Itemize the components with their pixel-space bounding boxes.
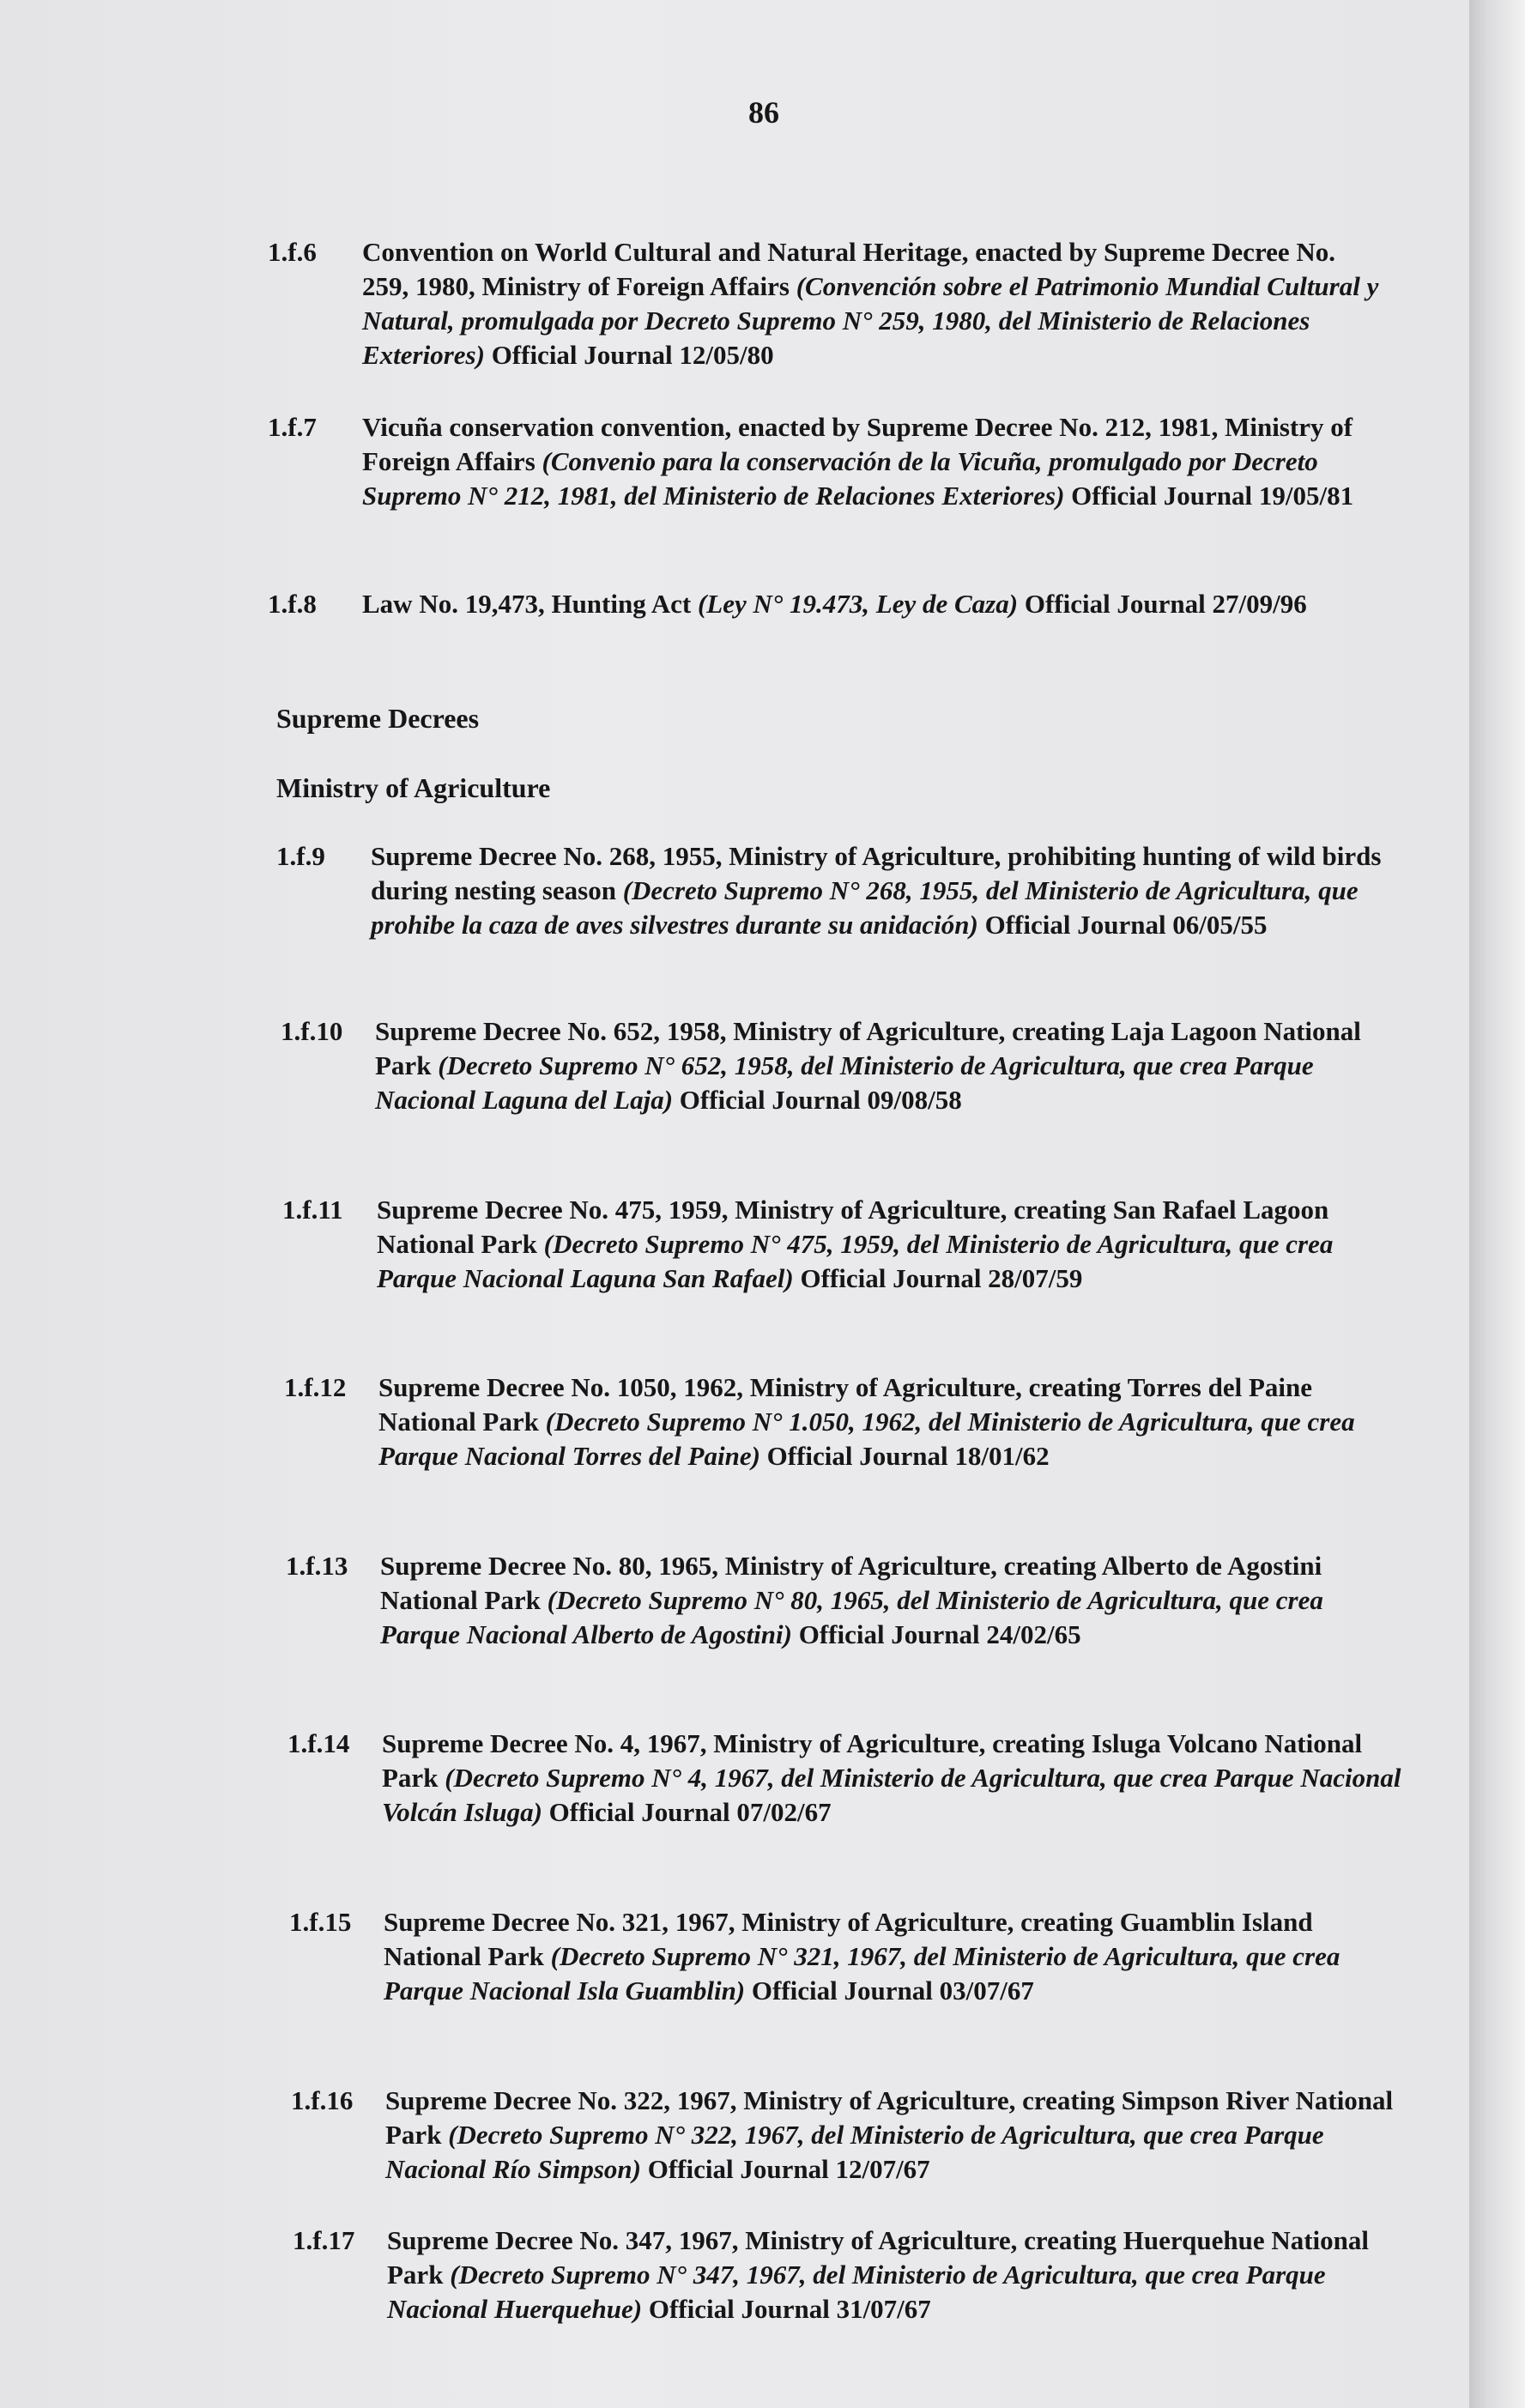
entry-spanish: (Decreto Supremo N° 347, 1967, del Ministerio de Agricultura, que crea Parque Nacional Huerquehue) [387, 2260, 1326, 2324]
page-number: 86 [748, 95, 779, 130]
entry-journal: Official Journal 12/05/80 [491, 340, 774, 370]
entry-spanish: (Convención sobre el Patrimonio Mundial Cultural y Natural, promulgada por Decreto Supremo N° 259, 1980, del Ministerio de Relaciones Exteriores) [362, 271, 1379, 370]
entry-text: Supreme Decree No. 321, 1967, Ministry of Agriculture, creating Guamblin Island National Park [384, 1907, 1313, 1971]
entry-code: 1.f.6 [268, 237, 317, 267]
entry-code: 1.f.16 [291, 2085, 354, 2115]
entry-body [362, 235, 1383, 372]
entry-text: Supreme Decree No. 347, 1967, Ministry of Agriculture, creating Huerquehue National Park [387, 2225, 1370, 2290]
entry-journal: Official Journal 03/07/67 [751, 1975, 1034, 2006]
entry-spanish: (Decreto Supremo N° 652, 1958, del Ministerio de Agricultura, que crea Parque Nacional Laguna del Laja) [375, 1050, 1314, 1115]
entry-text: Vicuña conservation convention, enacted by Supreme Decree No. 212, 1981, Ministry of Foreign Affairs [362, 412, 1353, 476]
entry-text: Supreme Decree No. 1050, 1962, Ministry of Agriculture, creating Torres del Paine National Park [378, 1372, 1313, 1437]
entry-spanish: (Convenio para la conservación de la Vicuña, promulgado por Decreto Supremo N° 212, 1981, del Ministerio de Relaciones Exteriores) [362, 446, 1318, 511]
entry-journal: Official Journal 06/05/55 [984, 910, 1268, 940]
entry-code: 1.f.17 [293, 2225, 355, 2255]
entry-spanish: (Decreto Supremo N° 475, 1959, del Ministerio de Agricultura, que crea Parque Nacional Laguna San Rafael) [377, 1229, 1334, 1293]
entry-code: 1.f.13 [286, 1551, 348, 1581]
entry-spanish: (Decreto Supremo N° 268, 1955, del Ministerio de Agricultura, que prohibe la caza de aves silvestres durante su anidación) [371, 875, 1359, 940]
entry-journal: Official Journal 18/01/62 [766, 1441, 1050, 1471]
entry-body [378, 1370, 1400, 1473]
entry-body [380, 1549, 1401, 1652]
entry-body [377, 1193, 1398, 1296]
entry-text: Supreme Decree No. 475, 1959, Ministry of Agriculture, creating San Rafael Lagoon National Park [377, 1195, 1329, 1259]
entry-code: 1.f.10 [281, 1016, 343, 1046]
subsection-heading: Ministry of Agriculture [276, 772, 551, 803]
entry-spanish: (Decreto Supremo N° 322, 1967, del Ministerio de Agricultura, que crea Parque Nacional Río Simpson) [385, 2120, 1324, 2184]
entry-body [382, 1727, 1403, 1830]
entry-body [384, 1905, 1405, 2008]
entry-body [387, 2223, 1408, 2326]
entry-journal: Official Journal 24/02/65 [798, 1619, 1081, 1649]
entry-code: 1.f.12 [284, 1372, 347, 1402]
entry-text: Law No. 19,473, Hunting Act [362, 589, 692, 619]
entry-text: Supreme Decree No. 4, 1967, Ministry of Agriculture, creating Isluga Volcano National Park [382, 1728, 1363, 1793]
entry-journal: Official Journal 19/05/81 [1071, 481, 1354, 511]
entry-body [385, 2084, 1407, 2187]
entry-code: 1.f.7 [268, 412, 317, 442]
entry-body [362, 410, 1383, 513]
entry-spanish: (Decreto Supremo N° 80, 1965, del Ministerio de Agricultura, que crea Parque Nacional Alberto de Agostini) [380, 1585, 1323, 1649]
entry-body [375, 1014, 1396, 1117]
entry-body [371, 839, 1392, 942]
entry-code: 1.f.11 [282, 1195, 343, 1225]
entry-text: Convention on World Cultural and Natural Heritage, enacted by Supreme Decree No. 259, 1980, Ministry of Foreign Affairs [362, 237, 1336, 301]
entry-journal: Official Journal 09/08/58 [679, 1085, 962, 1115]
entry-text: Supreme Decree No. 80, 1965, Ministry of Agriculture, creating Alberto de Agostini National Park [380, 1551, 1322, 1615]
section-heading: Supreme Decrees [276, 703, 480, 734]
entry-text: Supreme Decree No. 322, 1967, Ministry of Agriculture, creating Simpson River National Park [385, 2085, 1394, 2150]
page-edge [1469, 0, 1525, 2408]
entry-journal: Official Journal 27/09/96 [1024, 589, 1307, 619]
entry-journal: Official Journal 07/02/67 [548, 1797, 832, 1827]
entry-code: 1.f.9 [276, 841, 325, 871]
entry-code: 1.f.14 [287, 1728, 350, 1758]
entry-text: Supreme Decree No. 652, 1958, Ministry of Agriculture, creating Laja Lagoon National Park [375, 1016, 1361, 1080]
entry-spanish: (Decreto Supremo N° 4, 1967, del Ministerio de Agricultura, que crea Parque Nacional Volcán Isluga) [382, 1763, 1401, 1827]
entry-journal: Official Journal 31/07/67 [648, 2294, 931, 2324]
entry-spanish: (Decreto Supremo N° 321, 1967, del Ministerio de Agricultura, que crea Parque Nacional Isla Guamblin) [384, 1941, 1340, 2006]
entry-code: 1.f.15 [289, 1907, 352, 1937]
entry-spanish: (Ley N° 19.473, Ley de Caza) [697, 589, 1019, 619]
entry-journal: Official Journal 12/07/67 [647, 2154, 930, 2184]
entry-text: Supreme Decree No. 268, 1955, Ministry of Agriculture, prohibiting hunting of wild birds during nesting season [371, 841, 1382, 905]
entry-code: 1.f.8 [268, 589, 317, 619]
entry-body [362, 587, 1383, 621]
entry-journal: Official Journal 28/07/59 [800, 1263, 1083, 1293]
entry-spanish: (Decreto Supremo N° 1.050, 1962, del Ministerio de Agricultura, que crea Parque Nacional Torres del Paine) [378, 1407, 1355, 1471]
